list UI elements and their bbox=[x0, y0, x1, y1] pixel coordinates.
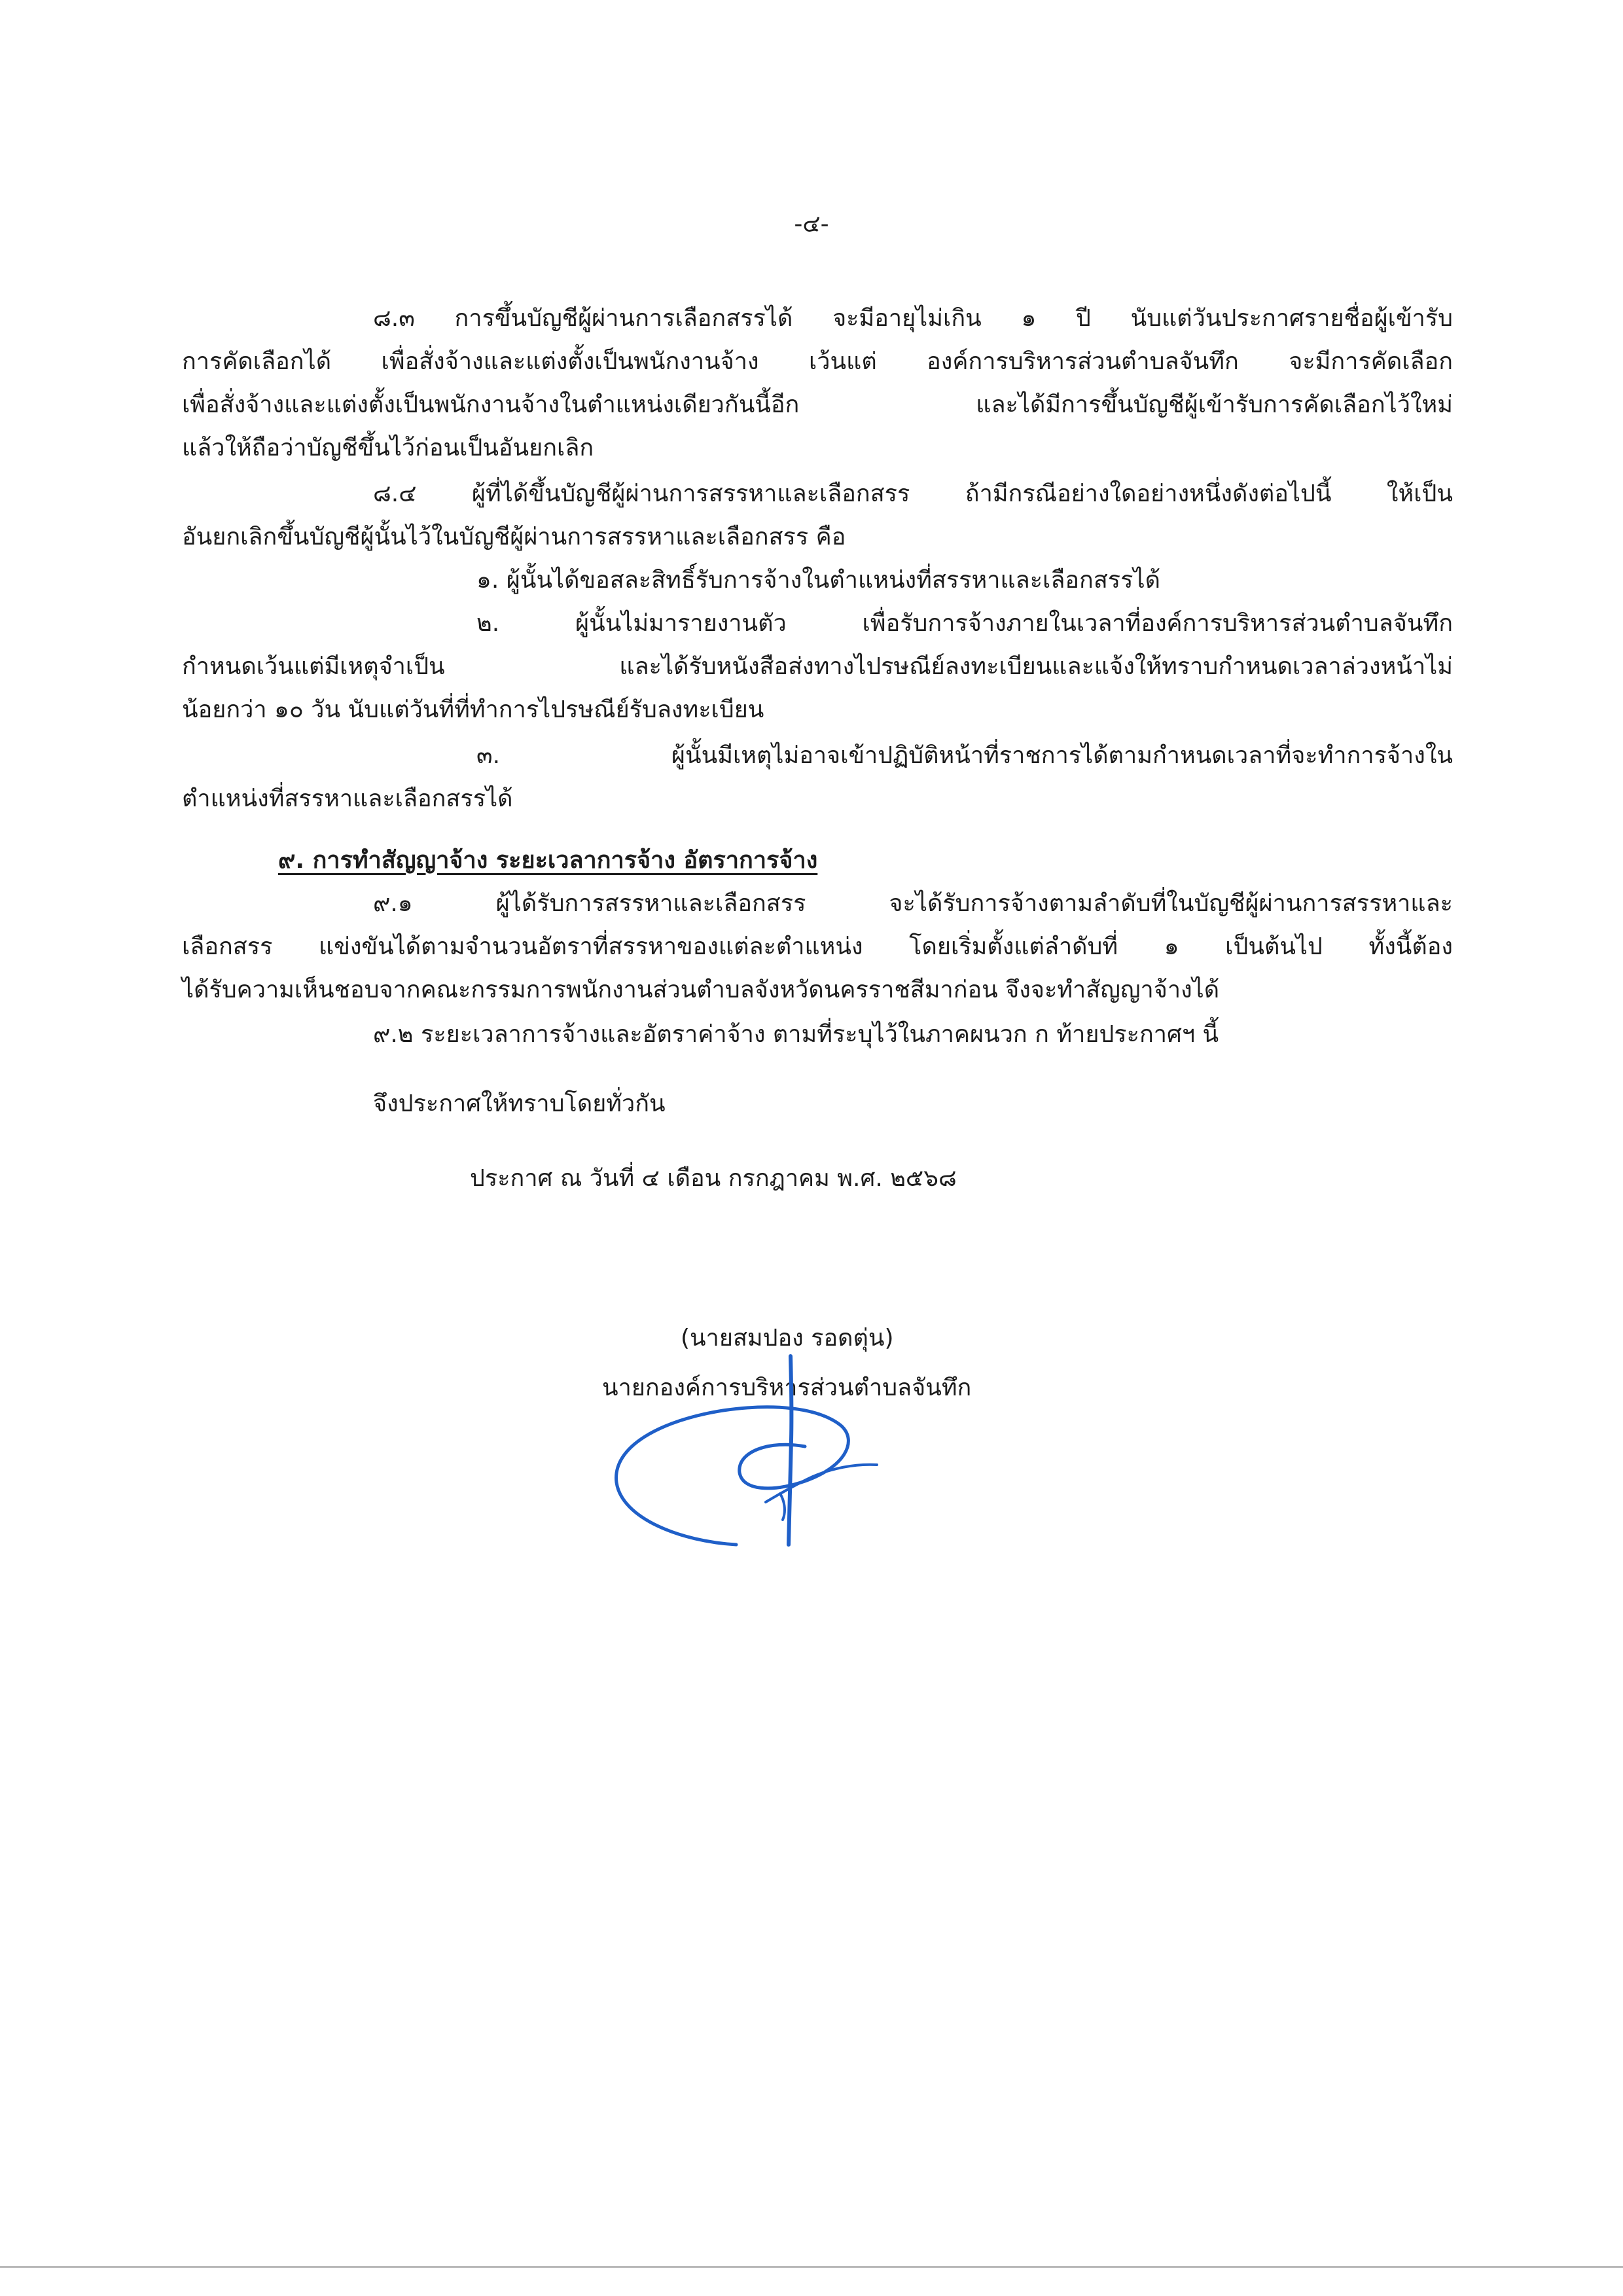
section-9-heading: ๙. การทำสัญญาจ้าง ระยะเวลาการจ้าง อัตราการจ้าง bbox=[278, 847, 818, 874]
clause-8-4-line-1: ๘.๔ ผู้ที่ได้ขึ้นบัญชีผู้ผ่านการสรรหาและเลือกสรร ถ้ามีกรณีอย่างใดอย่างหนึ่งดังต่อไปนี้ ให้เป็น bbox=[373, 480, 1453, 507]
announcement-date: ประกาศ ณ วันที่ ๔ เดือน กรกฎาคม พ.ศ. ๒๕๖๘ bbox=[470, 1165, 957, 1192]
scan-edge-line bbox=[0, 2266, 1623, 2268]
signature-stroke-cross bbox=[766, 1465, 877, 1502]
clause-9-1-line-1: ๙.๑ ผู้ได้รับการสรรหาและเลือกสรร จะได้รับการจ้างตามลำดับที่ในบัญชีผู้ผ่านการสรรหาและ bbox=[373, 890, 1453, 917]
clause-8-4-item-2-line-2: กำหนดเว้นแต่มีเหตุจำเป็น และได้รับหนังสือส่งทางไปรษณีย์ลงทะเบียนและแจ้งให้ทราบกำหนดเวลาล่วงหน้าไม่ bbox=[182, 653, 1453, 680]
clause-8-4-line-2: อันยกเลิกขึ้นบัญชีผู้นั้นไว้ในบัญชีผู้ผ่านการสรรหาและเลือกสรร คือ bbox=[182, 524, 846, 550]
announcement-notice: จึงประกาศให้ทราบโดยทั่วกัน bbox=[373, 1090, 666, 1117]
signer-title: นายกองค์การบริหารส่วนตำบลจันทึก bbox=[602, 1374, 972, 1401]
signature-stroke-hook bbox=[780, 1494, 785, 1520]
clause-9-2: ๙.๒ ระยะเวลาการจ้างและอัตราค่าจ้าง ตามที่ระบุไว้ในภาคผนวก ก ท้ายประกาศฯ นี้ bbox=[373, 1021, 1219, 1048]
clause-8-4-item-2-line-3: น้อยกว่า ๑๐ วัน นับแต่วันที่ที่ทำการไปรษณีย์รับลงทะเบียน bbox=[182, 696, 764, 723]
clause-8-3-line-4: แล้วให้ถือว่าบัญชีขึ้นไว้ก่อนเป็นอันยกเลิก bbox=[182, 435, 594, 461]
signer-name: (นายสมปอง รอดตุ่น) bbox=[681, 1325, 894, 1352]
page-number: -๔- bbox=[794, 211, 829, 238]
clause-8-4-item-3-line-2: ตำแหน่งที่สรรหาและเลือกสรรได้ bbox=[182, 785, 513, 812]
clause-9-1-line-3: ได้รับความเห็นชอบจากคณะกรรมการพนักงานส่วนตำบลจังหวัดนครราชสีมาก่อน จึงจะทำสัญญาจ้างได้ bbox=[182, 977, 1220, 1003]
clause-8-4-item-1: ๑. ผู้นั้นได้ขอสละสิทธิ์รับการจ้างในตำแหน่งที่สรรหาและเลือกสรรได้ bbox=[476, 567, 1160, 594]
clause-9-1-line-2: เลือกสรร แข่งขันได้ตามจำนวนอัตราที่สรรหาของแต่ละตำแหน่ง โดยเริ่มตั้งแต่ลำดับที่ ๑ เป็นต้นไป ทั้งนี้ต้อง bbox=[182, 933, 1453, 960]
clause-8-4-item-2-line-1: ๒. ผู้นั้นไม่มารายงานตัว เพื่อรับการจ้างภายในเวลาที่องค์การบริหารส่วนตำบลจันทึก bbox=[476, 610, 1453, 637]
signature-stroke-loop bbox=[616, 1407, 849, 1545]
clause-8-3-line-3: เพื่อสั่งจ้างและแต่งตั้งเป็นพนักงานจ้างในตำแหน่งเดียวกันนี้อีก และได้มีการขึ้นบัญชีผู้เข้ารับการคัดเลือกไว้ใหม่ bbox=[182, 391, 1453, 418]
clause-8-3-line-1: ๘.๓ การขึ้นบัญชีผู้ผ่านการเลือกสรรได้ จะมีอายุไม่เกิน ๑ ปี นับแต่วันประกาศรายชื่อผู้เข้ารับ bbox=[373, 305, 1453, 332]
clause-8-3-line-2: การคัดเลือกได้ เพื่อสั่งจ้างและแต่งตั้งเป็นพนักงานจ้าง เว้นแต่ องค์การบริหารส่วนตำบลจันทึก จะมีการคัดเลือก bbox=[182, 348, 1453, 375]
clause-8-4-item-3-line-1: ๓. ผู้นั้นมีเหตุไม่อาจเข้าปฏิบัติหน้าที่ราชการได้ตามกำหนดเวลาที่จะทำการจ้างใน bbox=[476, 742, 1453, 769]
